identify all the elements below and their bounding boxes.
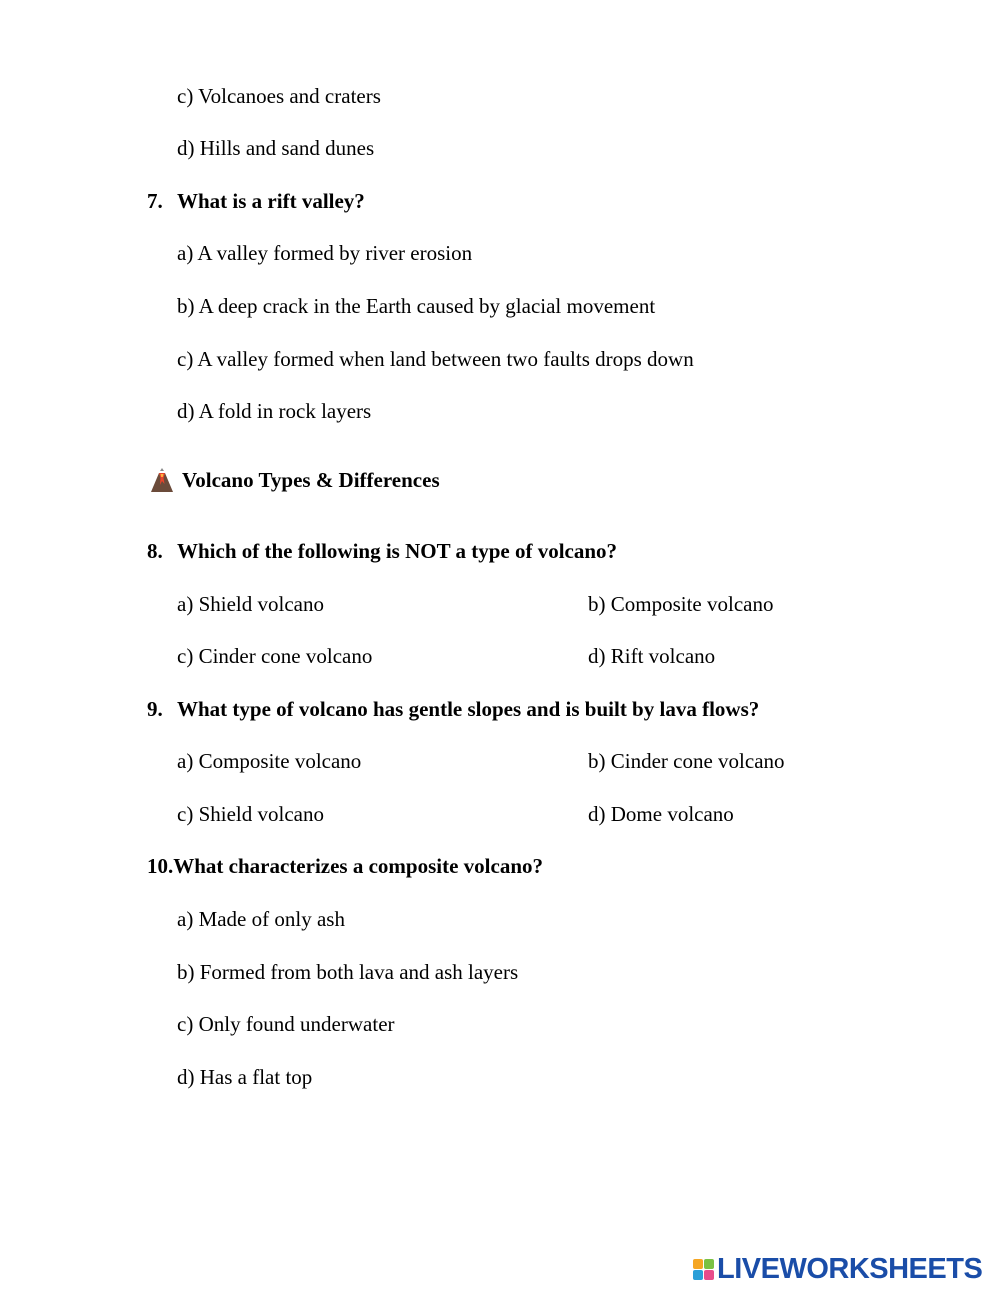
- question-9: [147, 696, 759, 722]
- q8-option-c: c) Cinder cone volcano: [177, 644, 373, 668]
- q7-option-d: d) A fold in rock layers: [177, 399, 372, 423]
- question-7-number: 7.: [147, 189, 163, 213]
- section-title: Volcano Types & Differences: [182, 468, 440, 492]
- question-8: [147, 538, 617, 564]
- q10-option-c: c) Only found underwater: [177, 1012, 395, 1036]
- q6-option-d: d) Hills and sand dunes: [177, 136, 375, 160]
- q6-option-c: c) Volcanoes and craters: [177, 84, 381, 108]
- question-7: [147, 188, 365, 214]
- question-10-text: What characterizes a composite volcano?: [173, 854, 543, 878]
- q8-option-a: a) Shield volcano: [177, 592, 324, 616]
- q7-option-c: c) A valley formed when land between two faults drops down: [177, 347, 694, 371]
- q7-option-a: a) A valley formed by river erosion: [177, 241, 473, 265]
- q9-option-b: b) Cinder cone volcano: [588, 749, 785, 773]
- question-7-text: What is a rift valley?: [177, 189, 365, 213]
- logo-text: LIVEWORKSHEETS: [717, 1253, 983, 1285]
- liveworksheets-logo[interactable]: [693, 1253, 982, 1285]
- q10-option-b: b) Formed from both lava and ash layers: [177, 960, 519, 984]
- question-10: [147, 853, 543, 879]
- logo-blocks-icon: [693, 1259, 714, 1280]
- question-8-number: 8.: [147, 539, 163, 563]
- q10-option-d: d) Has a flat top: [177, 1065, 313, 1089]
- section-heading: [150, 466, 440, 494]
- q7-option-b: b) A deep crack in the Earth caused by glacial movement: [177, 294, 656, 318]
- q8-option-b: b) Composite volcano: [588, 592, 774, 616]
- question-9-text: What type of volcano has gentle slopes and is built by lava flows?: [177, 697, 760, 721]
- question-9-number: 9.: [147, 697, 163, 721]
- volcano-icon: [150, 467, 174, 493]
- q9-option-c: c) Shield volcano: [177, 802, 324, 826]
- q8-option-d: d) Rift volcano: [588, 644, 716, 668]
- q10-option-a: a) Made of only ash: [177, 907, 345, 931]
- q9-option-a: a) Composite volcano: [177, 749, 362, 773]
- question-10-number: 10.: [147, 854, 174, 878]
- question-8-text: Which of the following is NOT a type of volcano?: [177, 539, 618, 563]
- q9-option-d: d) Dome volcano: [588, 802, 734, 826]
